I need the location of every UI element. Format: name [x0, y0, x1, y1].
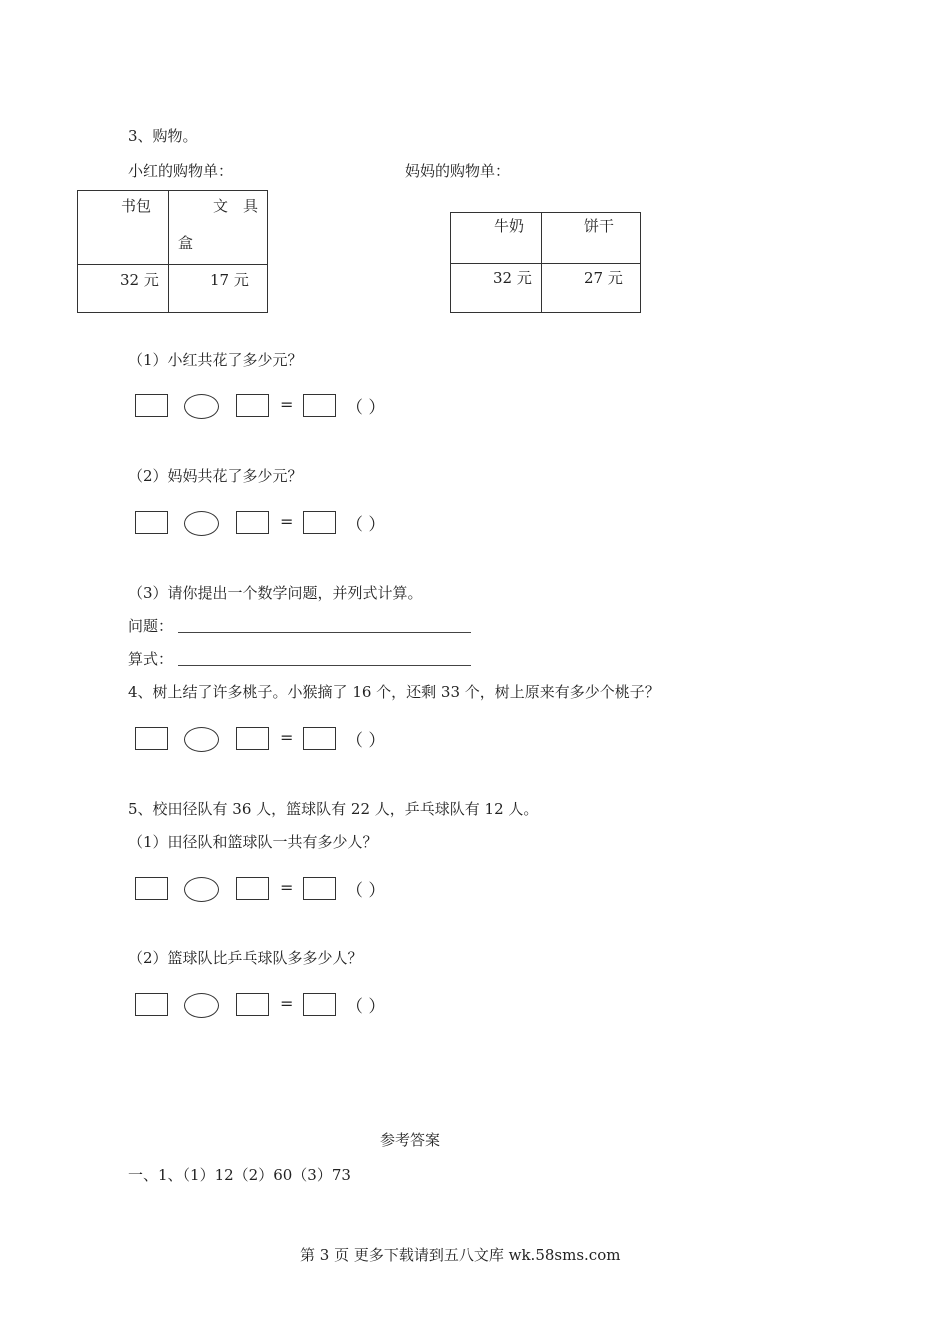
q5-sub2: （2）篮球队比乒乓球队多多少人？	[128, 949, 363, 967]
q3-sub3: （3）请你提出一个数学问题，并列式计算。	[128, 584, 423, 602]
q5-sub1: （1）田径队和篮球队一共有多少人？	[128, 833, 378, 851]
result-box[interactable]	[303, 727, 336, 750]
operator-oval[interactable]	[184, 511, 219, 536]
answers-title: 参考答案	[380, 1131, 441, 1149]
formula-answer-line[interactable]	[178, 665, 471, 666]
answer-box[interactable]	[135, 727, 168, 750]
result-box[interactable]	[303, 877, 336, 900]
question-label: 问题：	[128, 617, 174, 635]
unit-parentheses[interactable]: （ ）	[346, 398, 386, 418]
formula-label: 算式：	[128, 650, 174, 668]
answer-box[interactable]	[135, 877, 168, 900]
item-pencilcase-cell	[169, 191, 268, 265]
q3-sub1: （1）小红共花了多少元？	[128, 351, 303, 369]
price-biscuit-cell	[542, 264, 641, 313]
price-pencilcase-cell	[169, 265, 268, 313]
answer-box[interactable]	[236, 511, 269, 534]
operator-oval[interactable]	[184, 727, 219, 752]
q4-title: 4、树上结了许多桃子。小猴摘了 16 个，还剩 33 个，树上原来有多少个桃子？	[128, 683, 660, 701]
xiaohong-shopping-table	[77, 190, 268, 313]
equals-sign: =	[280, 994, 294, 1013]
price-bag-cell	[78, 265, 169, 313]
answer-box[interactable]	[236, 727, 269, 750]
item-pencilcase-line1: 文 具	[213, 197, 259, 215]
unit-parentheses[interactable]: （ ）	[346, 515, 386, 535]
item-milk-cell	[451, 213, 542, 264]
unit-parentheses[interactable]: （ ）	[346, 731, 386, 751]
equals-sign: =	[280, 395, 294, 414]
item-milk: 牛奶	[494, 217, 525, 235]
q3-title: 3、购物。	[128, 127, 198, 145]
mama-shopping-table	[450, 212, 641, 313]
item-biscuit-cell	[542, 213, 641, 264]
price-biscuit: 27 元	[584, 269, 623, 287]
unit-parentheses[interactable]: （ ）	[346, 881, 386, 901]
operator-oval[interactable]	[184, 993, 219, 1018]
answer-box[interactable]	[135, 511, 168, 534]
answer-box[interactable]	[236, 877, 269, 900]
item-bag-cell	[78, 191, 169, 265]
answer-box[interactable]	[236, 993, 269, 1016]
item-biscuit: 饼干	[584, 217, 615, 235]
result-box[interactable]	[303, 511, 336, 534]
equals-sign: =	[280, 878, 294, 897]
equals-sign: =	[280, 728, 294, 747]
answer-box[interactable]	[135, 993, 168, 1016]
question-answer-line[interactable]	[178, 632, 471, 633]
operator-oval[interactable]	[184, 877, 219, 902]
result-box[interactable]	[303, 993, 336, 1016]
result-box[interactable]	[303, 394, 336, 417]
item-bag: 书包	[121, 197, 152, 215]
unit-parentheses[interactable]: （ ）	[346, 997, 386, 1017]
price-milk-cell	[451, 264, 542, 313]
price-bag: 32 元	[120, 271, 159, 289]
answer-box[interactable]	[236, 394, 269, 417]
price-milk: 32 元	[493, 269, 532, 287]
page-footer: 第 3 页 更多下载请到五八文库 wk.58sms.com	[300, 1246, 621, 1264]
q3-sub2: （2）妈妈共花了多少元？	[128, 467, 303, 485]
xiaohong-list-label: 小红的购物单：	[128, 162, 234, 180]
mama-list-label: 妈妈的购物单：	[405, 162, 511, 180]
price-pencilcase: 17 元	[210, 271, 249, 289]
equals-sign: =	[280, 512, 294, 531]
answers-line1: 一、1、（1）12（2）60（3）73	[128, 1166, 351, 1184]
item-pencilcase-line2: 盒	[178, 234, 194, 252]
q5-title: 5、校田径队有 36 人，篮球队有 22 人，乒乓球队有 12 人。	[128, 800, 539, 818]
answer-box[interactable]	[135, 394, 168, 417]
operator-oval[interactable]	[184, 394, 219, 419]
